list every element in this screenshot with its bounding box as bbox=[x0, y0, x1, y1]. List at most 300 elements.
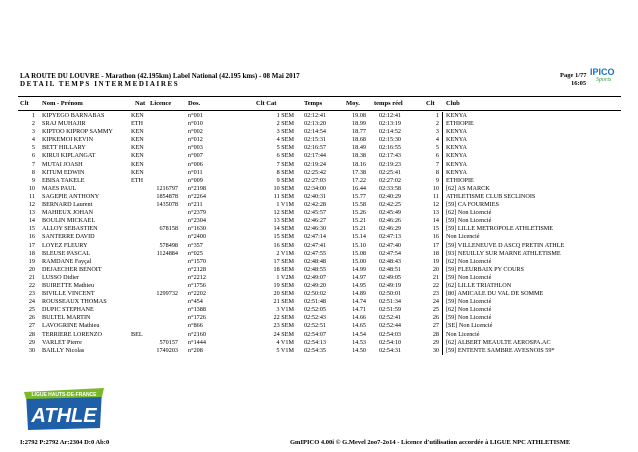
runner-name-cell: BIVILLE VINCENT bbox=[42, 290, 95, 298]
bib-number-cell: n°208 bbox=[188, 346, 203, 354]
rank-cell: 1 bbox=[31, 112, 35, 119]
bib-number-cell: n°003 bbox=[188, 144, 203, 152]
results-table bbox=[18, 112, 621, 355]
average-speed-cell: 14.66 bbox=[352, 314, 366, 322]
runner-name-cell: BETT HILLARY bbox=[42, 144, 86, 152]
club-rank-cell: 29 bbox=[432, 338, 439, 346]
average-speed-cell: 14.95 bbox=[352, 281, 366, 289]
table-row bbox=[18, 331, 621, 339]
club-rank-cell: 17 bbox=[432, 241, 439, 249]
runner-name-cell: BERNARD Laurent bbox=[42, 201, 93, 209]
club-rank-cell: 5 bbox=[435, 144, 439, 152]
category-rank-cell: 1 SEM bbox=[276, 112, 294, 119]
time-cell: 02:50:02 bbox=[304, 290, 327, 298]
table-row bbox=[18, 128, 621, 136]
time-cell: 02:42:28 bbox=[304, 201, 327, 209]
table-row bbox=[18, 258, 621, 266]
average-speed-cell: 16.44 bbox=[352, 184, 366, 192]
average-speed-cell: 15.10 bbox=[352, 241, 366, 249]
club-rank-cell: 6 bbox=[435, 152, 439, 160]
col-nat: Nat bbox=[135, 100, 146, 107]
net-time-cell: 02:54:31 bbox=[379, 346, 402, 354]
bib-number-cell: n°1388 bbox=[188, 306, 206, 314]
average-speed-cell: 14.99 bbox=[352, 265, 366, 273]
ipico-logo bbox=[590, 68, 620, 86]
category-rank-cell: 5 V1M bbox=[276, 346, 294, 354]
bib-number-cell: n°1726 bbox=[188, 314, 206, 322]
average-speed-cell: 15.26 bbox=[352, 209, 366, 217]
licence-number-cell: 578498 bbox=[159, 241, 178, 249]
runner-name-cell: BULTEL MARTIN bbox=[42, 314, 91, 322]
time-cell: 02:40:31 bbox=[304, 192, 327, 200]
club-name-cell: [62] LILLE TRIATHLON bbox=[446, 281, 512, 289]
bib-number-cell: n°1630 bbox=[188, 225, 206, 233]
club-name-cell: KENYA bbox=[446, 144, 467, 152]
licence-number-cell: 570157 bbox=[159, 338, 178, 346]
net-time-cell: 02:16:55 bbox=[379, 144, 402, 152]
bib-number-cell: n°2264 bbox=[188, 192, 206, 200]
time-cell: 02:17:44 bbox=[304, 152, 327, 160]
category-rank-cell: 23 SEM bbox=[273, 322, 294, 330]
runner-name-cell: MUTAI JOASH bbox=[42, 160, 83, 168]
ipico-logo-subtext: Sports bbox=[596, 77, 612, 83]
net-time-cell: 02:19:23 bbox=[379, 160, 402, 168]
club-name-cell: [SE] Non Licencié bbox=[446, 322, 493, 330]
runner-name-cell: LAVOGRINE Mathieu bbox=[42, 322, 100, 330]
category-rank-cell: 19 SEM bbox=[273, 281, 294, 289]
time-cell: 02:45:57 bbox=[304, 209, 327, 217]
club-rank-cell: 18 bbox=[432, 249, 439, 257]
club-name-cell: [59] Non Licencié bbox=[446, 314, 492, 322]
time-cell: 02:52:43 bbox=[304, 314, 327, 322]
category-rank-cell: 1 V1M bbox=[276, 201, 294, 209]
club-name-cell: KENYA bbox=[446, 152, 467, 160]
table-row bbox=[18, 242, 621, 250]
club-name-cell: KENYA bbox=[446, 112, 467, 119]
bib-number-cell: n°2202 bbox=[188, 290, 206, 298]
table-row bbox=[18, 201, 621, 209]
nationality-cell: KEN bbox=[131, 112, 144, 119]
club-rank-cell: 23 bbox=[432, 290, 439, 298]
club-name-cell: [80] AMICALE DU VAL DE SOMME bbox=[446, 290, 544, 298]
rank-cell: 3 bbox=[31, 128, 35, 136]
runner-name-cell: SAGEPIE ANTHONY bbox=[42, 192, 100, 200]
average-speed-cell: 14.89 bbox=[352, 290, 366, 298]
net-time-cell: 02:47:54 bbox=[379, 249, 402, 257]
category-rank-cell: 24 SEM bbox=[273, 330, 294, 338]
average-speed-cell: 15.77 bbox=[352, 192, 366, 200]
licence-number-cell: 1435078 bbox=[156, 201, 178, 209]
bib-number-cell: n°1444 bbox=[188, 338, 206, 346]
club-rank-cell: 15 bbox=[432, 225, 439, 233]
nationality-cell: KEN bbox=[131, 128, 144, 136]
table-row bbox=[18, 112, 621, 120]
net-time-cell: 02:54:10 bbox=[379, 338, 402, 346]
runner-name-cell: VARLET Pierre bbox=[42, 338, 82, 346]
table-row bbox=[18, 298, 621, 306]
average-speed-cell: 18.49 bbox=[352, 144, 366, 152]
time-cell: 02:16:57 bbox=[304, 144, 327, 152]
licence-number-cell: 1216797 bbox=[156, 184, 178, 192]
net-time-cell: 02:48:51 bbox=[379, 265, 402, 273]
average-speed-cell: 17.22 bbox=[352, 176, 366, 184]
table-row bbox=[18, 322, 621, 330]
time-cell: 02:25:42 bbox=[304, 168, 327, 176]
club-rank-cell: 20 bbox=[432, 265, 439, 273]
col-clt-club: Clt bbox=[426, 100, 435, 107]
runner-name-cell: LUSSO Didier bbox=[42, 273, 79, 281]
bib-number-cell: n°2128 bbox=[188, 265, 206, 273]
club-rank-cell: 28 bbox=[432, 330, 439, 338]
rank-cell: 12 bbox=[28, 201, 35, 209]
bib-number-cell: n°2198 bbox=[188, 184, 206, 192]
time-cell: 02:34:00 bbox=[304, 184, 327, 192]
rank-cell: 11 bbox=[29, 192, 35, 200]
ipico-logo-text: IPICO bbox=[590, 67, 615, 77]
club-name-cell: KENYA bbox=[446, 160, 467, 168]
club-rank-cell: 11 bbox=[433, 192, 439, 200]
category-rank-cell: 3 V1M bbox=[276, 306, 294, 314]
rank-cell: 16 bbox=[28, 233, 35, 241]
club-rank-cell: 10 bbox=[432, 184, 439, 192]
column-header-row bbox=[18, 96, 621, 111]
average-speed-cell: 15.08 bbox=[352, 249, 366, 257]
athle-logo bbox=[20, 386, 108, 432]
time-cell: 02:46:30 bbox=[304, 225, 327, 233]
table-row bbox=[18, 339, 621, 347]
runner-name-cell: TERRIERE LORENZO bbox=[42, 330, 102, 338]
bib-number-cell: n°025 bbox=[188, 249, 203, 257]
net-time-cell: 02:47:40 bbox=[379, 241, 402, 249]
rank-cell: 30 bbox=[28, 346, 35, 354]
runner-name-cell: KIRUI KIPLANGAT bbox=[42, 152, 96, 160]
runner-name-cell: DEJAECHER BENOIT bbox=[42, 265, 102, 273]
category-rank-cell: 22 SEM bbox=[273, 314, 294, 322]
runner-name-cell: ALLOY SEBASTIEN bbox=[42, 225, 98, 233]
nationality-cell: ETH bbox=[131, 176, 144, 184]
table-row bbox=[18, 120, 621, 128]
runner-name-cell: ROUSSEAUX THOMAS bbox=[42, 298, 107, 306]
bib-number-cell: n°1756 bbox=[188, 281, 206, 289]
club-rank-cell: 21 bbox=[432, 273, 439, 281]
rank-cell: 13 bbox=[28, 209, 35, 217]
rank-cell: 9 bbox=[31, 176, 35, 184]
time-cell: 02:14:54 bbox=[304, 128, 327, 136]
category-rank-cell: 1 V2M bbox=[276, 273, 294, 281]
net-time-cell: 02:12:41 bbox=[379, 112, 402, 119]
licence-number-cell: 1854878 bbox=[156, 192, 178, 200]
club-name-cell: [62] ALBERT MEAULTE AEROSPA.AC bbox=[446, 338, 551, 346]
time-cell: 02:46:27 bbox=[304, 217, 327, 225]
runner-name-cell: SRAJ MUHAJIR bbox=[42, 120, 86, 128]
average-speed-cell: 14.65 bbox=[352, 322, 366, 330]
club-rank-cell: 7 bbox=[435, 160, 439, 168]
average-speed-cell: 15.21 bbox=[352, 217, 366, 225]
table-row bbox=[18, 225, 621, 233]
time-cell: 02:54:13 bbox=[304, 338, 327, 346]
col-temps: Temps bbox=[304, 100, 323, 107]
average-speed-cell: 15.58 bbox=[352, 201, 366, 209]
rank-cell: 5 bbox=[31, 144, 35, 152]
nationality-cell: BEL bbox=[131, 330, 143, 338]
table-row bbox=[18, 347, 621, 355]
runner-name-cell: KIPTOO KIPROP SAMMY bbox=[42, 128, 113, 136]
net-time-cell: 02:49:19 bbox=[379, 281, 402, 289]
average-speed-cell: 14.71 bbox=[352, 306, 366, 314]
category-rank-cell: 21 SEM bbox=[273, 298, 294, 306]
club-rank-cell: 9 bbox=[435, 176, 439, 184]
club-name-cell: ETHIOPIE bbox=[446, 120, 474, 128]
category-rank-cell: 2 SEM bbox=[276, 120, 294, 128]
runner-name-cell: LOYEZ FLEURY bbox=[42, 241, 88, 249]
col-clt-cat: Clt Cat bbox=[256, 100, 277, 107]
rank-cell: 27 bbox=[28, 322, 35, 330]
runner-name-cell: KIPYEGO BARNABAS bbox=[42, 112, 105, 119]
licence-number-cell: 1124884 bbox=[156, 249, 178, 257]
club-name-cell: [59] Non Licencié bbox=[446, 273, 492, 281]
club-name-cell: [59] Non Licencié bbox=[446, 298, 492, 306]
bib-number-cell: n°2160 bbox=[188, 330, 206, 338]
average-speed-cell: 14.74 bbox=[352, 298, 366, 306]
net-time-cell: 02:25:41 bbox=[379, 168, 402, 176]
bib-number-cell: n°002 bbox=[188, 128, 203, 136]
table-row bbox=[18, 193, 621, 201]
runner-name-cell: EBISA TAKELE bbox=[42, 176, 85, 184]
time-cell: 02:54:35 bbox=[304, 346, 327, 354]
rank-cell: 14 bbox=[28, 217, 35, 225]
club-rank-cell: 12 bbox=[432, 201, 439, 209]
bib-number-cell: n°1570 bbox=[188, 257, 206, 265]
net-time-cell: 02:54:03 bbox=[379, 330, 402, 338]
time-cell: 02:48:55 bbox=[304, 265, 327, 273]
rank-cell: 2 bbox=[31, 120, 35, 128]
rank-cell: 10 bbox=[28, 184, 35, 192]
runner-name-cell: RAMDANE Fayçal bbox=[42, 257, 92, 265]
runner-name-cell: KIPKEMOI KEVIN bbox=[42, 136, 94, 144]
athle-text: ATHLE bbox=[31, 405, 97, 427]
table-row bbox=[18, 282, 621, 290]
table-row bbox=[18, 290, 621, 298]
time-cell: 02:54:07 bbox=[304, 330, 327, 338]
average-speed-cell: 14.97 bbox=[352, 273, 366, 281]
category-rank-cell: 10 SEM bbox=[273, 184, 294, 192]
runner-name-cell: SANTERRE DAVID bbox=[42, 233, 95, 241]
net-time-cell: 02:52:44 bbox=[379, 322, 402, 330]
bib-number-cell: n°454 bbox=[188, 298, 203, 306]
category-rank-cell: 15 SEM bbox=[273, 233, 294, 241]
runner-name-cell: BAILLY Nicolas bbox=[42, 346, 85, 354]
rank-cell: 19 bbox=[28, 257, 35, 265]
club-name-cell: [59] CA FOURMIES bbox=[446, 201, 499, 209]
rank-cell: 4 bbox=[31, 136, 35, 144]
bib-number-cell: n°010 bbox=[188, 120, 203, 128]
time-cell: 02:52:51 bbox=[304, 322, 327, 330]
net-time-cell: 02:48:43 bbox=[379, 257, 402, 265]
table-row bbox=[18, 209, 621, 217]
average-speed-cell: 15.14 bbox=[352, 233, 366, 241]
rank-cell: 18 bbox=[28, 249, 35, 257]
race-title: LA ROUTE DU LOUVRE - Marathon (42.195km) Label National (42.195 kms) - 08 Mai 2017 bbox=[20, 72, 300, 80]
table-row bbox=[18, 152, 621, 160]
bib-number-cell: n°007 bbox=[188, 152, 203, 160]
time-cell: 02:12:41 bbox=[304, 112, 327, 119]
rank-cell: 20 bbox=[28, 265, 35, 273]
club-name-cell: [93] NEUILLY SUR MARNE ATHLETISME bbox=[446, 249, 561, 257]
footer-stats: I:2792 P:2792 Ar:2304 D:0 Ab:0 bbox=[20, 439, 110, 446]
club-rank-cell: 4 bbox=[435, 136, 439, 144]
bib-number-cell: n°006 bbox=[188, 160, 203, 168]
net-time-cell: 02:47:13 bbox=[379, 233, 402, 241]
category-rank-cell: 12 SEM bbox=[273, 209, 294, 217]
bib-number-cell: n°2304 bbox=[188, 217, 206, 225]
category-rank-cell: 4 SEM bbox=[276, 136, 294, 144]
time-cell: 02:49:20 bbox=[304, 281, 327, 289]
rank-cell: 28 bbox=[28, 330, 35, 338]
time-cell: 02:27:03 bbox=[304, 176, 327, 184]
category-rank-cell: 16 SEM bbox=[273, 241, 294, 249]
time-cell: 02:19:24 bbox=[304, 160, 327, 168]
footer-license: GmIPICO 4.00i © G.Mevel 2oo7-2o14 - Licence d'utilisation accordée à LIGUE NPC ATHLETISME bbox=[290, 439, 571, 446]
club-rank-cell: 27 bbox=[432, 322, 439, 330]
bib-number-cell: n°211 bbox=[188, 201, 203, 209]
col-licence: Licence bbox=[150, 100, 172, 107]
club-name-cell: [62] AS MARCK bbox=[446, 184, 490, 192]
average-speed-cell: 15.00 bbox=[352, 257, 366, 265]
rank-cell: 26 bbox=[28, 314, 35, 322]
net-time-cell: 02:40:29 bbox=[379, 192, 402, 200]
runner-name-cell: KITUM EDWIN bbox=[42, 168, 85, 176]
net-time-cell: 02:50:01 bbox=[379, 290, 402, 298]
category-rank-cell: 14 SEM bbox=[273, 225, 294, 233]
time-cell: 02:49:07 bbox=[304, 273, 327, 281]
runner-name-cell: DUPIC STEPHANE bbox=[42, 306, 94, 314]
rank-cell: 23 bbox=[28, 290, 35, 298]
runner-name-cell: MAES PAUL bbox=[42, 184, 77, 192]
average-speed-cell: 18.38 bbox=[352, 152, 366, 160]
club-rank-cell: 24 bbox=[432, 298, 439, 306]
category-rank-cell: 8 SEM bbox=[276, 168, 294, 176]
table-row bbox=[18, 161, 621, 169]
category-rank-cell: 7 SEM bbox=[276, 160, 294, 168]
nationality-cell: ETH bbox=[131, 120, 144, 128]
club-rank-cell: 13 bbox=[432, 209, 439, 217]
average-speed-cell: 18.68 bbox=[352, 136, 366, 144]
category-rank-cell: 6 SEM bbox=[276, 152, 294, 160]
bib-number-cell: n°2400 bbox=[188, 233, 206, 241]
net-time-cell: 02:49:05 bbox=[379, 273, 402, 281]
category-rank-cell: 20 SEM bbox=[273, 290, 294, 298]
club-rank-cell: 22 bbox=[432, 281, 439, 289]
report-subtitle: DETAIL TEMPS INTERMEDIAIRES bbox=[20, 80, 180, 88]
club-rank-cell: 2 bbox=[435, 120, 439, 128]
average-speed-cell: 14.54 bbox=[352, 330, 366, 338]
average-speed-cell: 18.16 bbox=[352, 160, 366, 168]
club-name-cell: [62] Non Licencié bbox=[446, 209, 492, 217]
club-name-cell: ETHIOPIE bbox=[446, 176, 474, 184]
category-rank-cell: 18 SEM bbox=[273, 265, 294, 273]
table-row bbox=[18, 185, 621, 193]
club-name-cell: [59] VILLENEUVE D ASCQ FRETIN ATHLE bbox=[446, 241, 565, 249]
net-time-cell: 02:33:58 bbox=[379, 184, 402, 192]
average-speed-cell: 19.08 bbox=[352, 112, 366, 119]
club-rank-cell: 26 bbox=[432, 314, 439, 322]
club-rank-cell: 14 bbox=[432, 217, 439, 225]
runner-name-cell: BOULIN MICKAEL bbox=[42, 217, 96, 225]
net-time-cell: 02:15:30 bbox=[379, 136, 402, 144]
table-row bbox=[18, 144, 621, 152]
club-rank-cell: 25 bbox=[432, 306, 439, 314]
time-cell: 02:52:05 bbox=[304, 306, 327, 314]
club-name-cell: [59] LILLE METROPOLE ATHLETISME bbox=[446, 225, 554, 233]
nationality-cell: KEN bbox=[131, 152, 144, 160]
page-number: Page 1/77 bbox=[560, 72, 587, 79]
club-name-cell: [62] Non Licencié bbox=[446, 306, 492, 314]
time-cell: 02:51:48 bbox=[304, 298, 327, 306]
nationality-cell: KEN bbox=[131, 160, 144, 168]
rank-cell: 8 bbox=[31, 168, 35, 176]
runner-name-cell: BLEUSE PASCAL bbox=[42, 249, 91, 257]
category-rank-cell: 9 SEM bbox=[276, 176, 294, 184]
bib-number-cell: n°011 bbox=[188, 168, 203, 176]
club-name-cell: KENYA bbox=[446, 168, 467, 176]
table-row bbox=[18, 136, 621, 144]
table-row bbox=[18, 250, 621, 258]
table-row bbox=[18, 266, 621, 274]
time-cell: 02:47:14 bbox=[304, 233, 327, 241]
average-speed-cell: 18.77 bbox=[352, 128, 366, 136]
club-name-cell: [59] FLEURBAIX PY COURS bbox=[446, 265, 524, 273]
net-time-cell: 02:27:02 bbox=[379, 176, 402, 184]
club-rank-cell: 1 bbox=[435, 112, 439, 119]
category-rank-cell: 11 SEM bbox=[273, 192, 294, 200]
time-cell: 02:15:31 bbox=[304, 136, 327, 144]
average-speed-cell: 15.21 bbox=[352, 225, 366, 233]
licence-number-cell: 1299732 bbox=[156, 290, 178, 298]
rank-cell: 21 bbox=[28, 273, 35, 281]
col-nom: Nom - Prénom bbox=[42, 100, 83, 107]
rank-cell: 15 bbox=[28, 225, 35, 233]
net-time-cell: 02:46:26 bbox=[379, 217, 402, 225]
rank-cell: 6 bbox=[31, 152, 35, 160]
time-cell: 02:47:41 bbox=[304, 241, 327, 249]
col-moy: Moy. bbox=[346, 100, 360, 107]
nationality-cell: KEN bbox=[131, 168, 144, 176]
table-row bbox=[18, 233, 621, 241]
table-row bbox=[18, 169, 621, 177]
net-time-cell: 02:46:29 bbox=[379, 225, 402, 233]
table-row bbox=[18, 177, 621, 185]
club-rank-cell: 16 bbox=[432, 233, 439, 241]
average-speed-cell: 14.53 bbox=[352, 338, 366, 346]
time-cell: 02:47:55 bbox=[304, 249, 327, 257]
category-rank-cell: 13 SEM bbox=[273, 217, 294, 225]
bib-number-cell: n°012 bbox=[188, 136, 203, 144]
club-rank-cell: 19 bbox=[432, 257, 439, 265]
club-name-cell: ATHLETISME CLUB SECLINOIS bbox=[446, 192, 536, 200]
table-row bbox=[18, 274, 621, 282]
ligue-text: LIGUE HAUTS-DE-FRANCE bbox=[31, 392, 97, 398]
net-time-cell: 02:45:49 bbox=[379, 209, 402, 217]
bib-number-cell: n°357 bbox=[188, 241, 203, 249]
club-name-cell: [59] Non Licencié bbox=[446, 217, 492, 225]
nationality-cell: KEN bbox=[131, 144, 144, 152]
bib-number-cell: n°001 bbox=[188, 112, 203, 119]
net-time-cell: 02:14:52 bbox=[379, 128, 402, 136]
net-time-cell: 02:42:25 bbox=[379, 201, 402, 209]
col-temps-reel: temps réel bbox=[374, 100, 403, 107]
col-dos: Dos. bbox=[188, 100, 201, 107]
net-time-cell: 02:13:19 bbox=[379, 120, 402, 128]
